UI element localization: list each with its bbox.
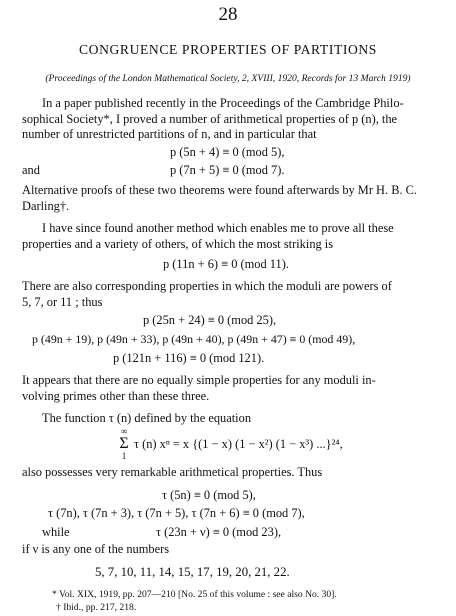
paragraph-8: if ν is any one of the numbers — [22, 542, 170, 556]
paragraph-4 — [22, 279, 436, 310]
text-line: sophical Society*, I proved a number of arithmetical properties of p (n), the — [22, 111, 398, 126]
equation-6: p (121n + 116) ≡ 0 (mod 121). — [113, 351, 265, 365]
text-line: volving primes other than these three. — [22, 388, 210, 403]
summation — [117, 426, 131, 461]
paragraph-5 — [22, 373, 436, 404]
equation-3: p (11n + 6) ≡ 0 (mod 11). — [163, 257, 289, 271]
sum-upper-limit: ∞ — [120, 426, 128, 436]
page-title: CONGRUENCE PROPERTIES OF PARTITIONS — [79, 42, 377, 57]
text-line: Alternative proofs of these two theorems were found afterwards by Mr H. B. C. — [22, 183, 418, 197]
sum-symbol: Σ — [119, 435, 129, 452]
text-line: 5, 7, or 11 ; thus — [22, 294, 103, 309]
equation-4: p (25n + 24) ≡ 0 (mod 25), — [143, 313, 277, 327]
text-line: Darling†. — [22, 198, 70, 213]
equation-10: τ (23n + ν) ≡ 0 (mod 23), — [156, 525, 282, 539]
equation-9: τ (7n), τ (7n + 3), τ (7n + 5), τ (7n + 6) ≡ 0 (mod 7), — [48, 506, 305, 520]
text-line: number of unrestricted partitions of n, and in particular that — [22, 127, 317, 142]
equation-7: τ (n) xⁿ = x {(1 − x) (1 − x²) (1 − x³) ...}²⁴, — [134, 437, 343, 451]
text-line: properties and a variety of others, of which the most striking is — [22, 236, 334, 251]
footnote-2: † Ibid., pp. 217, 218. — [56, 602, 137, 613]
text-line: There are also corresponding properties in which the moduli are powers of — [22, 279, 392, 293]
paragraph-6: The function τ (n) defined by the equation — [42, 411, 252, 425]
citation: (Proceedings of the London Mathematical Society, 2, XVIII, 1920, Records for 13 March 1919) — [45, 73, 411, 84]
text-line: In a paper published recently in the Proceedings of the Cambridge Philo- — [42, 96, 404, 110]
and-label: and — [22, 163, 40, 177]
number-list: 5, 7, 10, 11, 14, 15, 17, 19, 20, 21, 22. — [95, 565, 290, 579]
paragraph-1 — [22, 96, 436, 143]
equation-2: p (7n + 5) ≡ 0 (mod 7). — [170, 163, 285, 177]
footnote-1: * Vol. XIX, 1919, pp. 207—210 [No. 25 of this volume : see also No. 30]. — [52, 589, 337, 600]
while-label: while — [42, 525, 70, 539]
text-line: It appears that there are no equally simple properties for any moduli in- — [22, 373, 376, 387]
sum-lower-limit: 1 — [121, 451, 127, 461]
paragraph-3 — [22, 221, 436, 252]
paragraph-7: also possesses very remarkable arithmetical properties. Thus — [22, 465, 323, 479]
equation-1: p (5n + 4) ≡ 0 (mod 5), — [170, 145, 285, 159]
text-line: I have since found another method which enables me to prove all these — [42, 221, 394, 235]
paragraph-2 — [22, 183, 436, 214]
equation-8: τ (5n) ≡ 0 (mod 5), — [162, 488, 256, 502]
page-number: 28 — [218, 4, 238, 25]
equation-5: p (49n + 19), p (49n + 33), p (49n + 40), p (49n + 47) ≡ 0 (mod 49), — [32, 332, 356, 346]
